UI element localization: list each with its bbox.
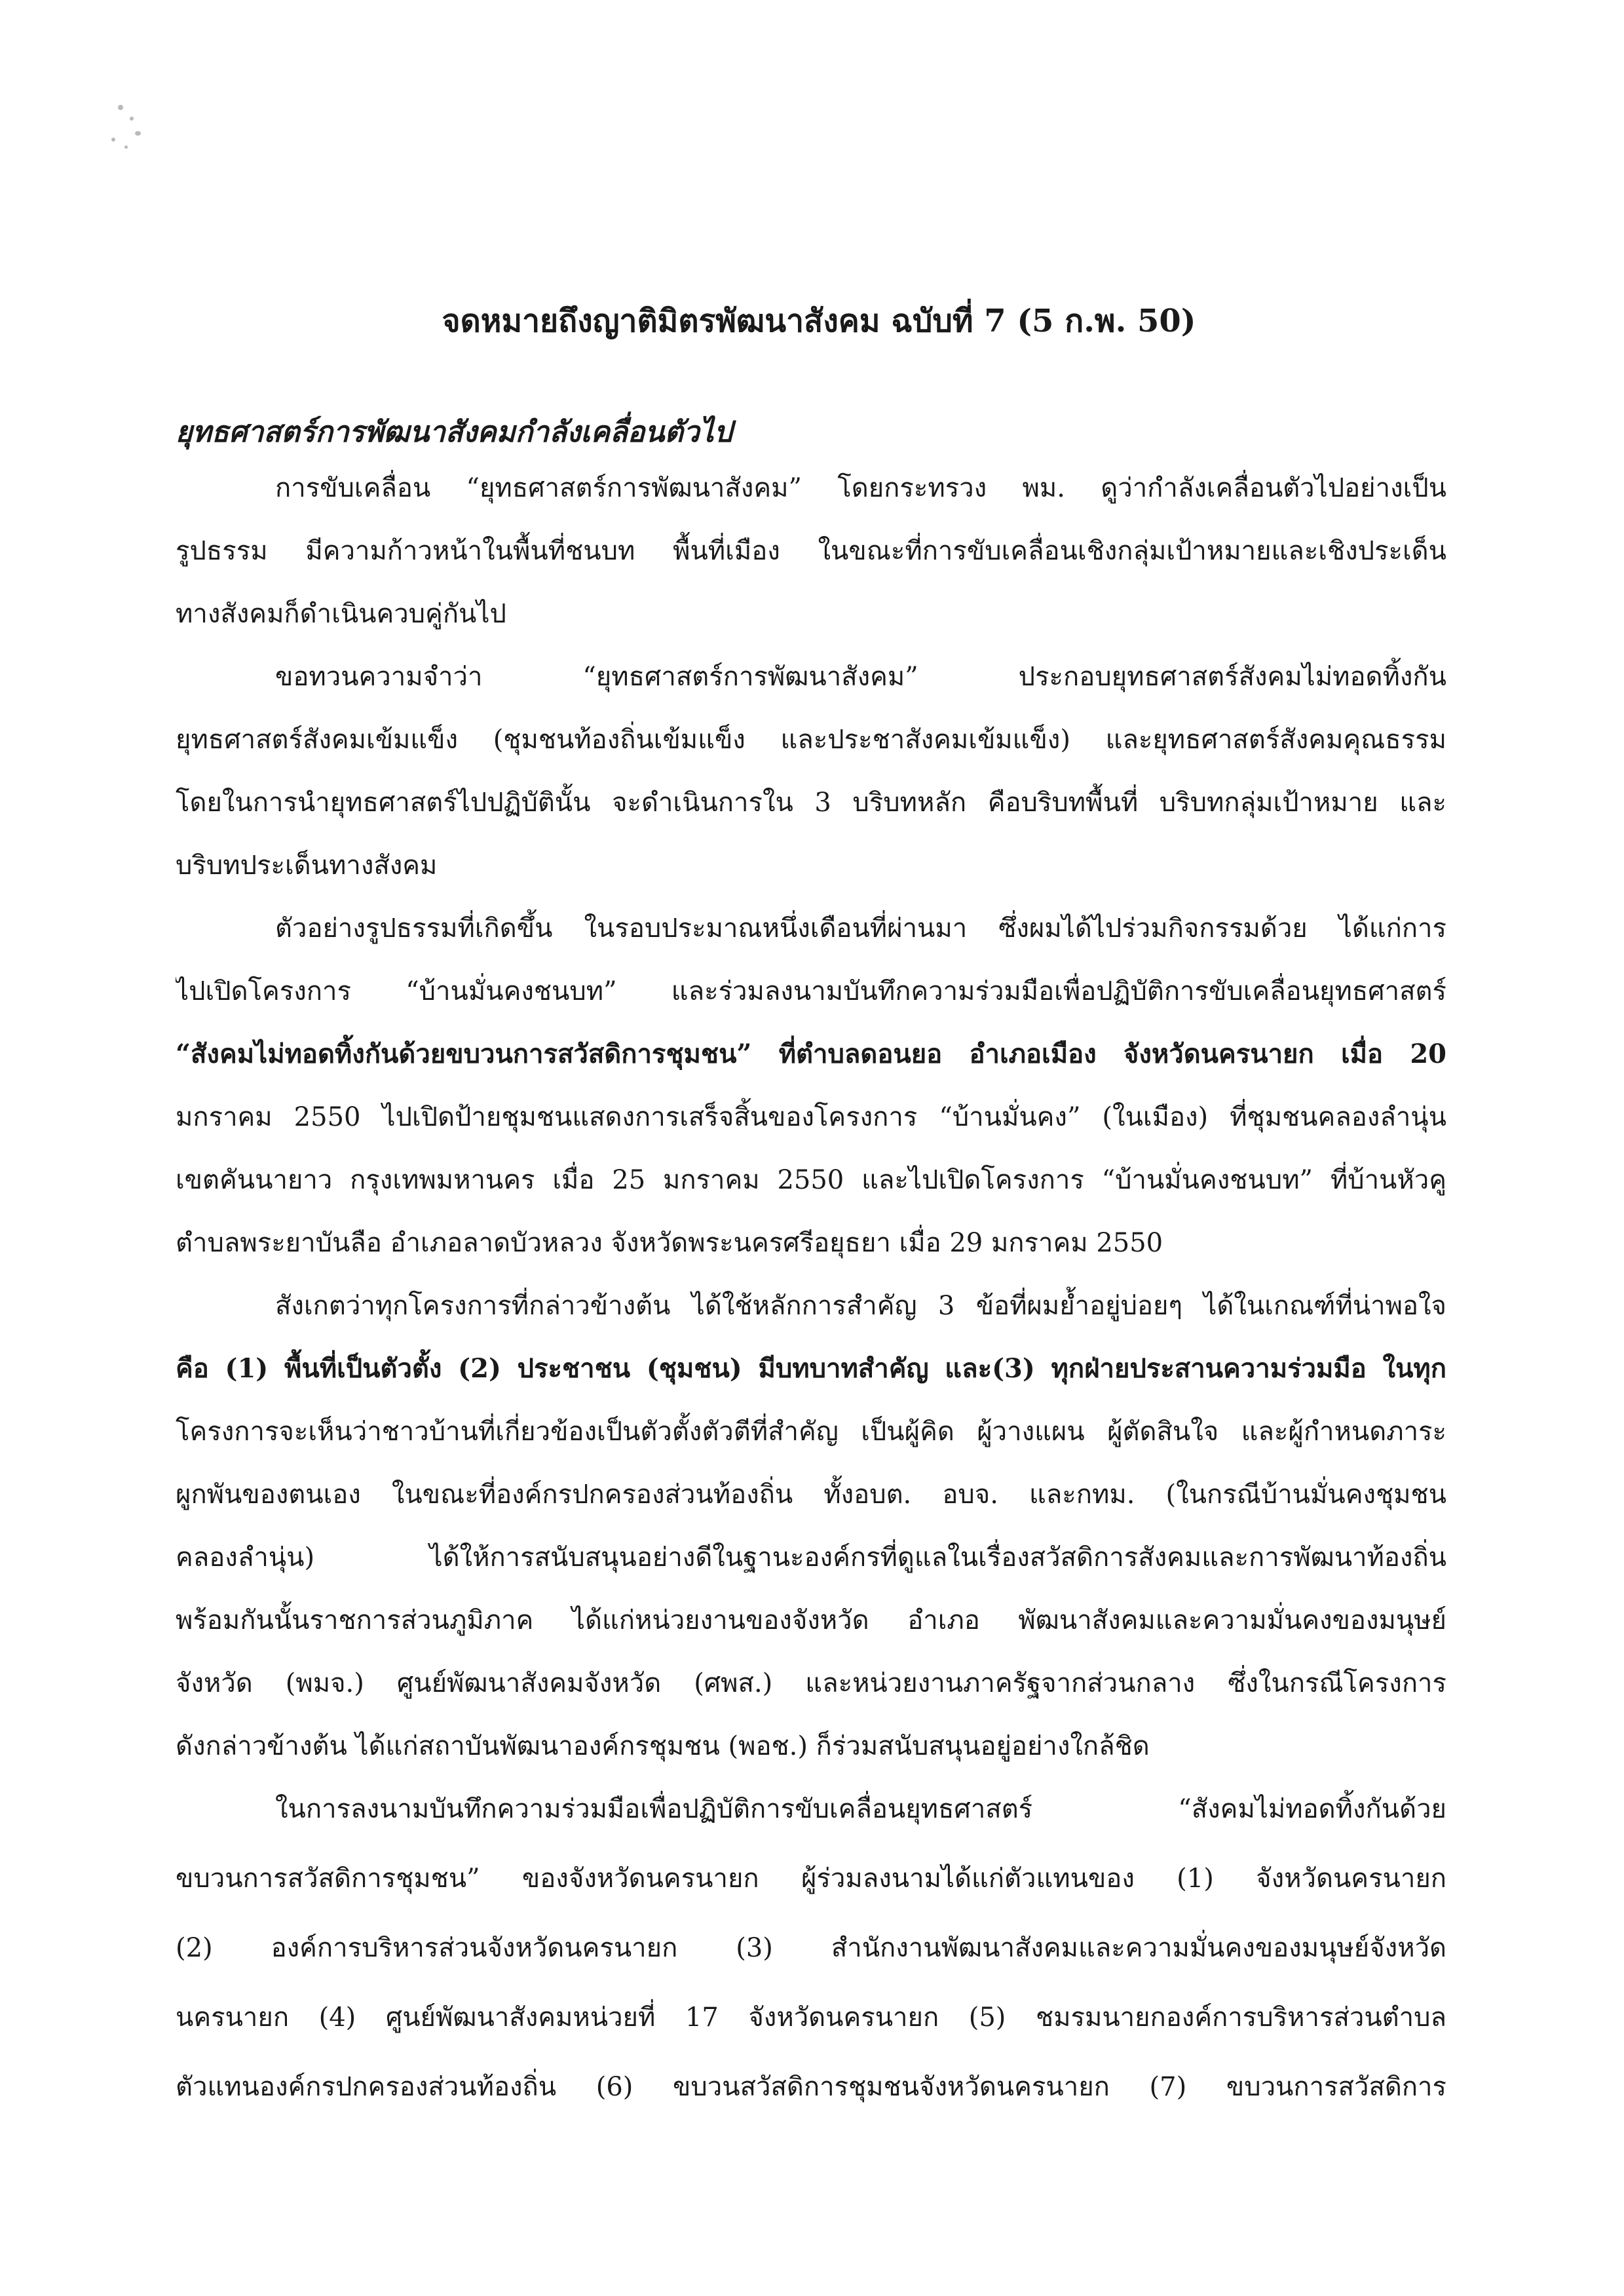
text-line: ผูกพันของตนเอง ในขณะที่องค์กรปกครองส่วนท้องถิ่น ทั้งอบต. อบจ. และกทม. (ในกรณีบ้านมั่นคงชุมชน bbox=[176, 1480, 1446, 1510]
text-line: การขับเคลื่อน “ยุทธศาสตร์การพัฒนาสังคม” โดยกระทรวง พม. ดูว่ากำลังเคลื่อนตัวไปอย่างเป็น bbox=[275, 473, 1446, 503]
text-line: ทางสังคมก็ดำเนินควบคู่กันไป bbox=[176, 599, 506, 629]
scan-speck bbox=[130, 117, 134, 121]
text-line: คือ (1) พื้นที่เป็นตัวตั้ง (2) ประชาชน (ชุมชน) มีบทบาทสำคัญ และ(3) ทุกฝ่ายประสานความร่วมมือ ในทุก bbox=[176, 1353, 1446, 1384]
text-line: โดยในการนำยุทธศาสตร์ไปปฏิบัตินั้น จะดำเนินการใน 3 บริบทหลัก คือบริบทพื้นที่ บริบทกลุ่มเป้าหมาย และ bbox=[176, 788, 1446, 818]
text-line: พร้อมกันนั้นราชการส่วนภูมิภาค ได้แก่หน่วยงานของจังหวัด อำเภอ พัฒนาสังคมและความมั่นคงของมนุษย์ bbox=[176, 1605, 1446, 1636]
scan-speck bbox=[118, 105, 123, 110]
text-line: จังหวัด (พมจ.) ศูนย์พัฒนาสังคมจังหวัด (ศพส.) และหน่วยงานภาครัฐจากส่วนกลาง ซึ่งในกรณีโครงการ bbox=[176, 1668, 1446, 1698]
document-title: จดหมายถึงญาติมิตรพัฒนาสังคม ฉบับที่ 7 (5 ก.พ. 50) bbox=[442, 303, 1196, 339]
text-line: บริบทประเด็นทางสังคม bbox=[176, 851, 438, 881]
text-line: ตัวอย่างรูปธรรมที่เกิดขึ้น ในรอบประมาณหนึ่งเดือนที่ผ่านมา ซึ่งผมได้ไปร่วมกิจกรรมด้วย ได้แก่การ bbox=[275, 913, 1446, 944]
text-line: คลองลำนุ่น) ได้ให้การสนับสนุนอย่างดีในฐานะองค์กรที่ดูแลในเรื่องสวัสดิการสังคมและการพัฒนาท้องถิ่น bbox=[176, 1542, 1446, 1573]
text-line: (2) องค์การบริหารส่วนจังหวัดนครนายก (3) สำนักงานพัฒนาสังคมและความมั่นคงของมนุษย์จังหวัด bbox=[176, 1933, 1446, 1963]
text-line: ขอทวนความจำว่า “ยุทธศาสตร์การพัฒนาสังคม” ประกอบยุทธศาสตร์สังคมไม่ทอดทิ้งกัน bbox=[275, 662, 1446, 692]
text-line: เขตคันนายาว กรุงเทพมหานคร เมื่อ 25 มกราคม 2550 และไปเปิดโครงการ “บ้านมั่นคงชนบท” ที่บ้านหัวคู bbox=[176, 1165, 1446, 1195]
text-line: มกราคม 2550 ไปเปิดป้ายชุมชนแสดงการเสร็จสิ้นของโครงการ “บ้านมั่นคง” (ในเมือง) ที่ชุมชนคลองลำนุ่น bbox=[176, 1102, 1446, 1132]
text-line: ดังกล่าวข้างต้น ได้แก่สถาบันพัฒนาองค์กรชุมชน (พอช.) ก็ร่วมสนับสนุนอยู่อย่างใกล้ชิด bbox=[176, 1731, 1150, 1761]
text-line: โครงการจะเห็นว่าชาวบ้านที่เกี่ยวข้องเป็นตัวตั้งตัวตีที่สำคัญ เป็นผู้คิด ผู้วางแผน ผู้ตัดสินใจ และผู้กำหนดภาระ bbox=[176, 1417, 1446, 1447]
text-line: สังเกตว่าทุกโครงการที่กล่าวข้างต้น ได้ใช้หลักการสำคัญ 3 ข้อที่ผมย้ำอยู่บ่อยๆ ได้ในเกณฑ์ที่น่าพอใจ bbox=[275, 1291, 1446, 1321]
text-line: นครนายก (4) ศูนย์พัฒนาสังคมหน่วยที่ 17 จังหวัดนครนายก (5) ชมรมนายกองค์การบริหารส่วนตำบล bbox=[176, 2002, 1446, 2033]
text-line: ตัวแทนองค์กรปกครองส่วนท้องถิ่น (6) ขบวนสวัสดิการชุมชนจังหวัดนครนายก (7) ขบวนการสวัสดิการ bbox=[176, 2072, 1446, 2102]
scan-speck bbox=[135, 131, 141, 136]
scan-speck bbox=[111, 138, 115, 142]
text-line: ยุทธศาสตร์สังคมเข้มแข็ง (ชุมชนท้องถิ่นเข้มแข็ง และประชาสังคมเข้มแข็ง) และยุทธศาสตร์สังคมคุณธรรม bbox=[176, 725, 1446, 755]
text-line: “สังคมไม่ทอดทิ้งกันด้วยขบวนการสวัสดิการชุมชน” ที่ตำบลดอนยอ อำเภอเมือง จังหวัดนครนายก เมื่อ 20 bbox=[176, 1039, 1446, 1069]
text-line: รูปธรรม มีความก้าวหน้าในพื้นที่ชนบท พื้นที่เมือง ในขณะที่การขับเคลื่อนเชิงกลุ่มเป้าหมายและเชิงประเด็น bbox=[176, 536, 1446, 566]
text-line: ตำบลพระยาบันลือ อำเภอลาดบัวหลวง จังหวัดพระนครศรีอยุธยา เมื่อ 29 มกราคม 2550 bbox=[176, 1228, 1163, 1258]
text-line: ในการลงนามบันทึกความร่วมมือเพื่อปฏิบัติการขับเคลื่อนยุทธศาสตร์ “สังคมไม่ทอดทิ้งกันด้วย bbox=[275, 1794, 1446, 1824]
section-heading: ยุทธศาสตร์การพัฒนาสังคมกำลังเคลื่อนตัวไป bbox=[176, 415, 732, 449]
scan-speck bbox=[124, 145, 128, 149]
text-line: ไปเปิดโครงการ “บ้านมั่นคงชนบท” และร่วมลงนามบันทึกความร่วมมือเพื่อปฏิบัติการขับเคลื่อนยุทธศาสตร์ bbox=[176, 976, 1446, 1006]
text-line: ขบวนการสวัสดิการชุมชน” ของจังหวัดนครนายก ผู้ร่วมลงนามได้แก่ตัวแทนของ (1) จังหวัดนครนายก bbox=[176, 1864, 1446, 1894]
